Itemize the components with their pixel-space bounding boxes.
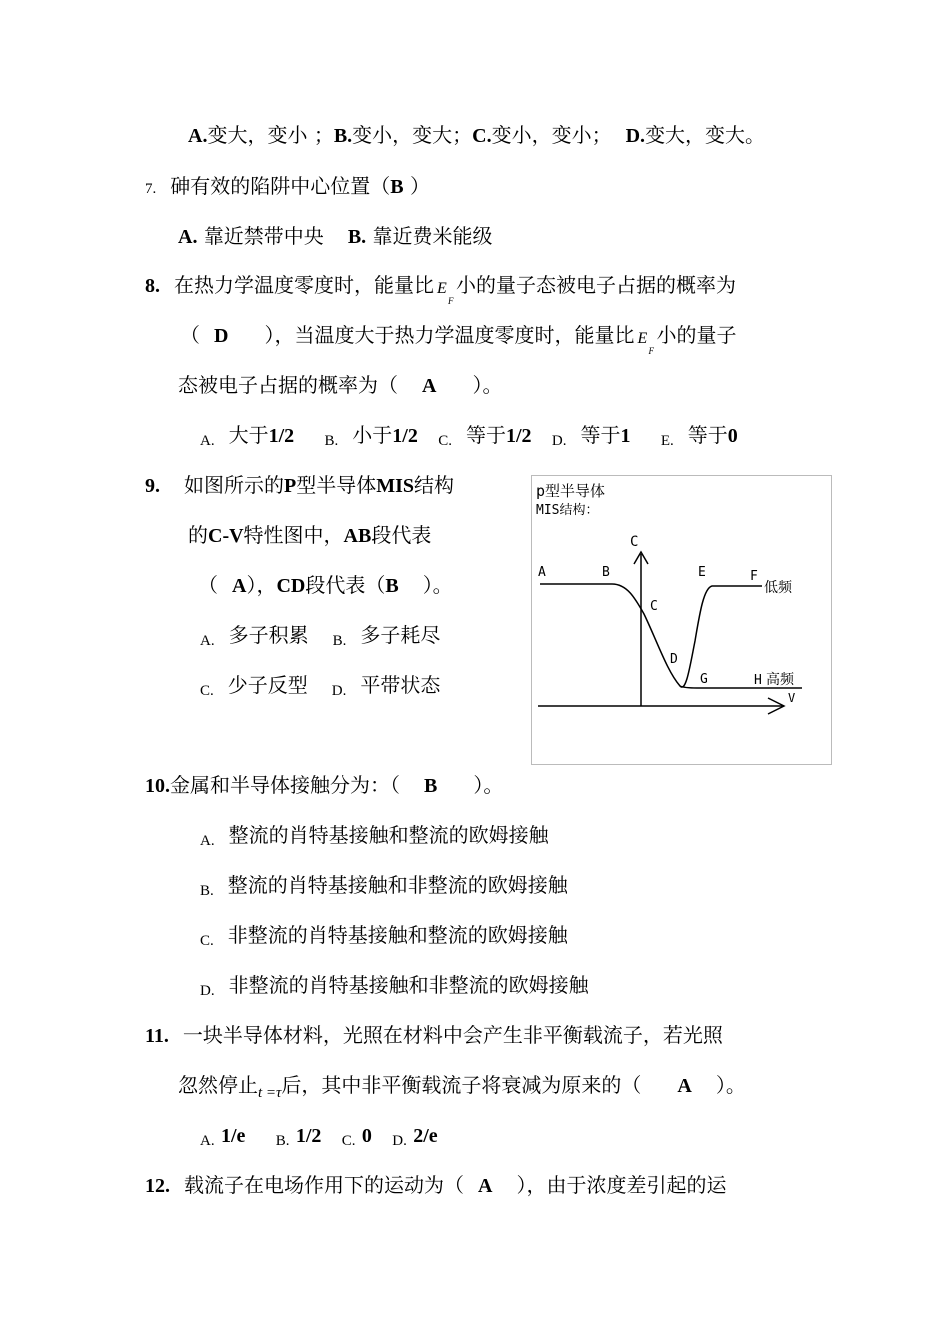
q9-ab: AB <box>343 525 372 547</box>
q9-line3-open: （ <box>198 573 218 597</box>
axis-label-c: C <box>630 534 639 550</box>
figure-title-2: MIS结构： <box>536 503 599 518</box>
q9-options-ab <box>200 622 440 651</box>
q8-option: C. 等于1/2 <box>438 423 532 449</box>
point-c: C <box>650 599 658 614</box>
q8-option: D. 等于1 <box>551 423 631 449</box>
q7-opt-a: 靠近禁带中央 <box>203 224 324 248</box>
q9-opt-b: 多子耗尽 <box>360 623 441 647</box>
q9-opt-c: 少子反型 <box>227 673 308 697</box>
q12-text-post: ），由于浓度差引起的运 <box>516 1173 727 1197</box>
q8-line2 <box>180 322 737 356</box>
q9-line1-mid: 型半导体 <box>296 473 377 497</box>
q9-answer2: B <box>385 575 399 597</box>
q9-opt-a: 多子积累 <box>228 623 309 647</box>
q9-line3-mid: ）， <box>246 573 277 597</box>
q7-stem <box>145 173 430 202</box>
q6-opt-a-letter: A. <box>188 125 208 147</box>
list-item: B. 整流的肖特基接触和非整流的欧姆接触 <box>200 873 568 899</box>
q11-answer: A <box>677 1075 692 1097</box>
q7-close: ） <box>409 174 430 198</box>
q6-opt-b: 变小，变大； <box>352 123 473 147</box>
fermi-energy-symbol: E F <box>437 280 454 306</box>
q8-option: A. 大于1/2 <box>200 423 295 449</box>
tau-symbol: t =τ <box>258 1085 282 1101</box>
q9-answer1: A <box>232 575 247 597</box>
q6-opt-c: 变小，变小； <box>491 123 612 147</box>
q8-line2-mid: ），当温度大于热力学温度零度时，能量比 <box>264 323 635 347</box>
cv-characteristic-diagram <box>531 475 832 765</box>
q7-opt-b: 靠近费米能级 <box>372 224 493 248</box>
q7-text: 砷有效的陷阱中心位置（ <box>170 174 391 198</box>
q8-line1-post: 小的量子态被电子占据的概率为 <box>456 273 736 297</box>
q9-number: 9. <box>145 475 160 497</box>
q12-answer: A <box>478 1175 493 1197</box>
q8-line3 <box>178 372 502 399</box>
point-b: B <box>602 565 610 580</box>
q11-number: 11. <box>145 1025 169 1047</box>
q9-line1-post: 结构 <box>414 473 455 497</box>
list-item: D. 非整流的肖特基接触和非整流的欧姆接触 <box>200 973 589 999</box>
q7-opt-a-letter: A. <box>178 226 198 248</box>
q9-options-cd <box>200 672 440 701</box>
list-item: C. 非整流的肖特基接触和整流的欧姆接触 <box>200 923 568 949</box>
q8-option: B. 小于1/2 <box>324 423 418 449</box>
point-d: D <box>670 652 678 667</box>
q7-opt-b-letter: B. <box>347 226 367 248</box>
q12-stem <box>145 1172 726 1199</box>
q9-opt-c-letter: C. <box>200 683 214 699</box>
q9-line3-mid2: 段代表（ <box>305 573 386 597</box>
q6-opt-d: 变大，变大。 <box>645 123 766 147</box>
q9-opt-b-letter: B. <box>332 633 347 649</box>
q10-close: ）。 <box>473 773 504 797</box>
q6-opt-d-letter: D. <box>625 125 646 147</box>
q8-line2-open: （ <box>180 323 200 347</box>
axis-label-v: V <box>788 691 796 705</box>
point-g: G <box>700 672 708 687</box>
q8-answer2: A <box>422 375 437 397</box>
q9-line1 <box>145 472 454 499</box>
q11-line2-pre: 忽然停止 <box>178 1073 258 1097</box>
q8-answer1: D <box>214 325 229 347</box>
q8-line2-post: 小的量子 <box>656 323 737 347</box>
q9-cv: C-V <box>208 525 244 547</box>
q6-options <box>188 122 765 149</box>
q9-line2-pre: 的 <box>188 523 208 547</box>
q6-opt-c-letter: C. <box>472 125 492 147</box>
q9-line2-post: 段代表 <box>371 523 432 547</box>
q8-line3-pre: 态被电子占据的概率为（ <box>178 373 398 397</box>
q8-line3-post: ）。 <box>472 373 503 397</box>
low-frequency-label: 低频 <box>764 580 792 596</box>
high-frequency-label: 高频 <box>766 672 794 688</box>
q9-line1-pre: 如图所示的 <box>184 473 284 497</box>
q6-opt-b-letter: B. <box>333 125 353 147</box>
q8-line1 <box>145 272 736 306</box>
fermi-energy-symbol-2: E F <box>637 330 654 356</box>
q11-options: A. 1/e B. 1/2 C. 0 D. 2/e <box>200 1125 438 1149</box>
q7-options <box>178 223 493 250</box>
q12-text-pre: 载流子在电场作用下的运动为（ <box>184 1173 464 1197</box>
figure-title-1: p型半导体 <box>536 482 606 500</box>
q8-line1-pre: 在热力学温度零度时，能量比 <box>174 273 434 297</box>
q9-opt-d-letter: D. <box>331 683 347 699</box>
q9-line3 <box>198 572 453 599</box>
q11-line2-close: ）。 <box>715 1073 746 1097</box>
q9-opt-a-letter: A. <box>200 633 215 649</box>
q8-option: E. 等于0 <box>660 423 738 449</box>
point-a: A <box>538 565 546 580</box>
q11-line2-mid: 后，其中非平衡载流子将衰减为原来的（ <box>281 1073 642 1097</box>
q7-answer: B <box>390 176 404 198</box>
q9-line2-mid: 特性图中， <box>243 523 344 547</box>
point-h: H <box>754 673 762 688</box>
q11-line1: 一块半导体材料，光照在材料中会产生非平衡载流子，若光照 <box>182 1023 723 1047</box>
list-item: A. 整流的肖特基接触和整流的欧姆接触 <box>200 823 549 849</box>
q9-cd: CD <box>276 575 306 597</box>
q10-text: 金属和半导体接触分为：（ <box>170 773 400 797</box>
q8-options <box>200 422 738 451</box>
q12-number: 12. <box>145 1175 170 1197</box>
q10-stem <box>145 772 503 799</box>
q9-p: P <box>284 475 297 497</box>
q6-sep: ； <box>313 123 334 147</box>
q11-line1 <box>145 1022 723 1049</box>
q9-opt-d: 平带状态 <box>360 673 441 697</box>
point-e: E <box>698 565 706 580</box>
q11-line2 <box>178 1072 746 1101</box>
point-f: F <box>750 569 758 584</box>
q9-line2 <box>188 522 431 549</box>
q8-number: 8. <box>145 275 160 297</box>
q10-number: 10. <box>145 775 170 797</box>
q6-opt-a: 变大，变小 <box>207 123 308 147</box>
q10-answer: B <box>424 775 438 797</box>
q7-number: 7. <box>145 181 157 197</box>
q9-line3-close: ）。 <box>422 573 453 597</box>
q9-mis: MIS <box>376 475 415 497</box>
